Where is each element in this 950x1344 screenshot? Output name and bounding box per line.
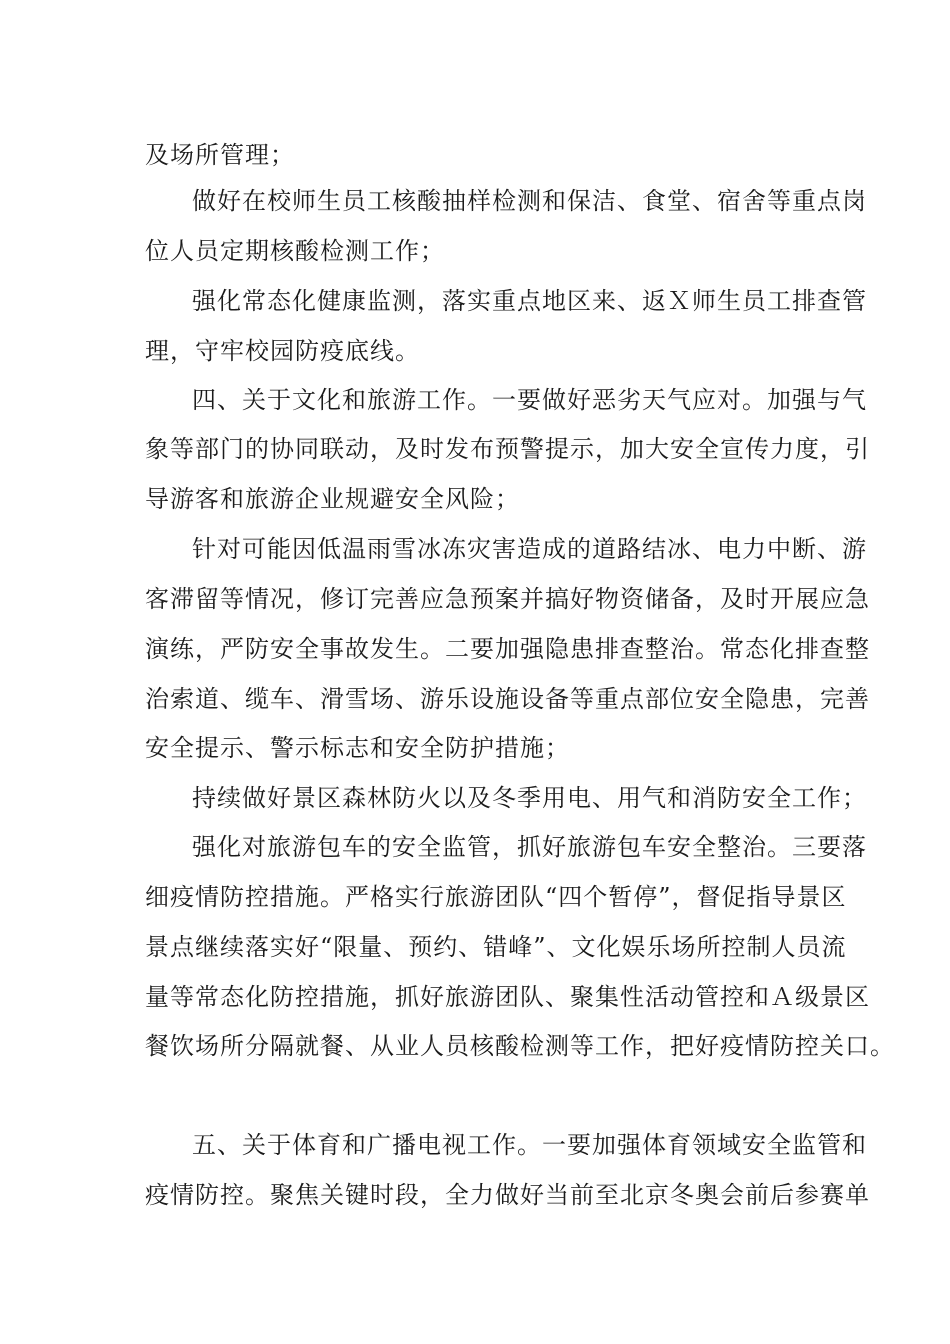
text-line: 治索道、缆车、滑雪场、游乐设施设备等重点部位安全隐患，完善 [145, 685, 870, 713]
paragraph-start: 强化常态化健康监测，落实重点地区来、返Ｘ师生员工排查管 [192, 287, 867, 315]
paragraph-start: 针对可能因低温雨雪冰冻灾害造成的道路结冰、电力中断、游 [192, 535, 867, 563]
paragraph-start: 四、关于文化和旅游工作。一要做好恶劣天气应对。加强与气 [192, 386, 867, 414]
text-line: 客滞留等情况，修订完善应急预案并搞好物资储备，及时开展应急 [145, 585, 870, 613]
text-line: 细疫情防控措施。严格实行旅游团队“四个暂停”，督促指导景区 [145, 883, 847, 911]
paragraph-start: 强化对旅游包车的安全监管，抓好旅游包车安全整治。三要落 [192, 833, 867, 861]
paragraph-start: 五、关于体育和广播电视工作。一要加强体育领域安全监管和 [192, 1131, 867, 1159]
text-line: 量等常态化防控措施，抓好旅游团队、聚集性活动管控和Ａ级景区 [145, 983, 870, 1011]
text-line: 位人员定期核酸检测工作； [145, 237, 445, 265]
text-line: 安全提示、警示标志和安全防护措施； [145, 734, 570, 762]
text-line: 及场所管理； [145, 141, 295, 169]
text-line: 景点继续落实好“限量、预约、错峰”、文化娱乐场所控制人员流 [145, 933, 847, 961]
paragraph-start: 做好在校师生员工核酸抽样检测和保洁、食堂、宿舍等重点岗 [192, 187, 867, 215]
text-line: 导游客和旅游企业规避安全风险； [145, 485, 520, 513]
text-line: 演练，严防安全事故发生。二要加强隐患排查整治。常态化排查整 [145, 635, 870, 663]
text-line: 理，守牢校园防疫底线。 [145, 337, 420, 365]
text-line: 象等部门的协同联动，及时发布预警提示，加大安全宣传力度，引 [145, 435, 870, 463]
text-line: 疫情防控。聚焦关键时段，全力做好当前至北京冬奥会前后参赛单 [145, 1181, 870, 1209]
paragraph-start: 持续做好景区森林防火以及冬季用电、用气和消防安全工作； [192, 784, 867, 812]
text-line: 餐饮场所分隔就餐、从业人员核酸检测等工作，把好疫情防控关口。 [145, 1032, 895, 1060]
